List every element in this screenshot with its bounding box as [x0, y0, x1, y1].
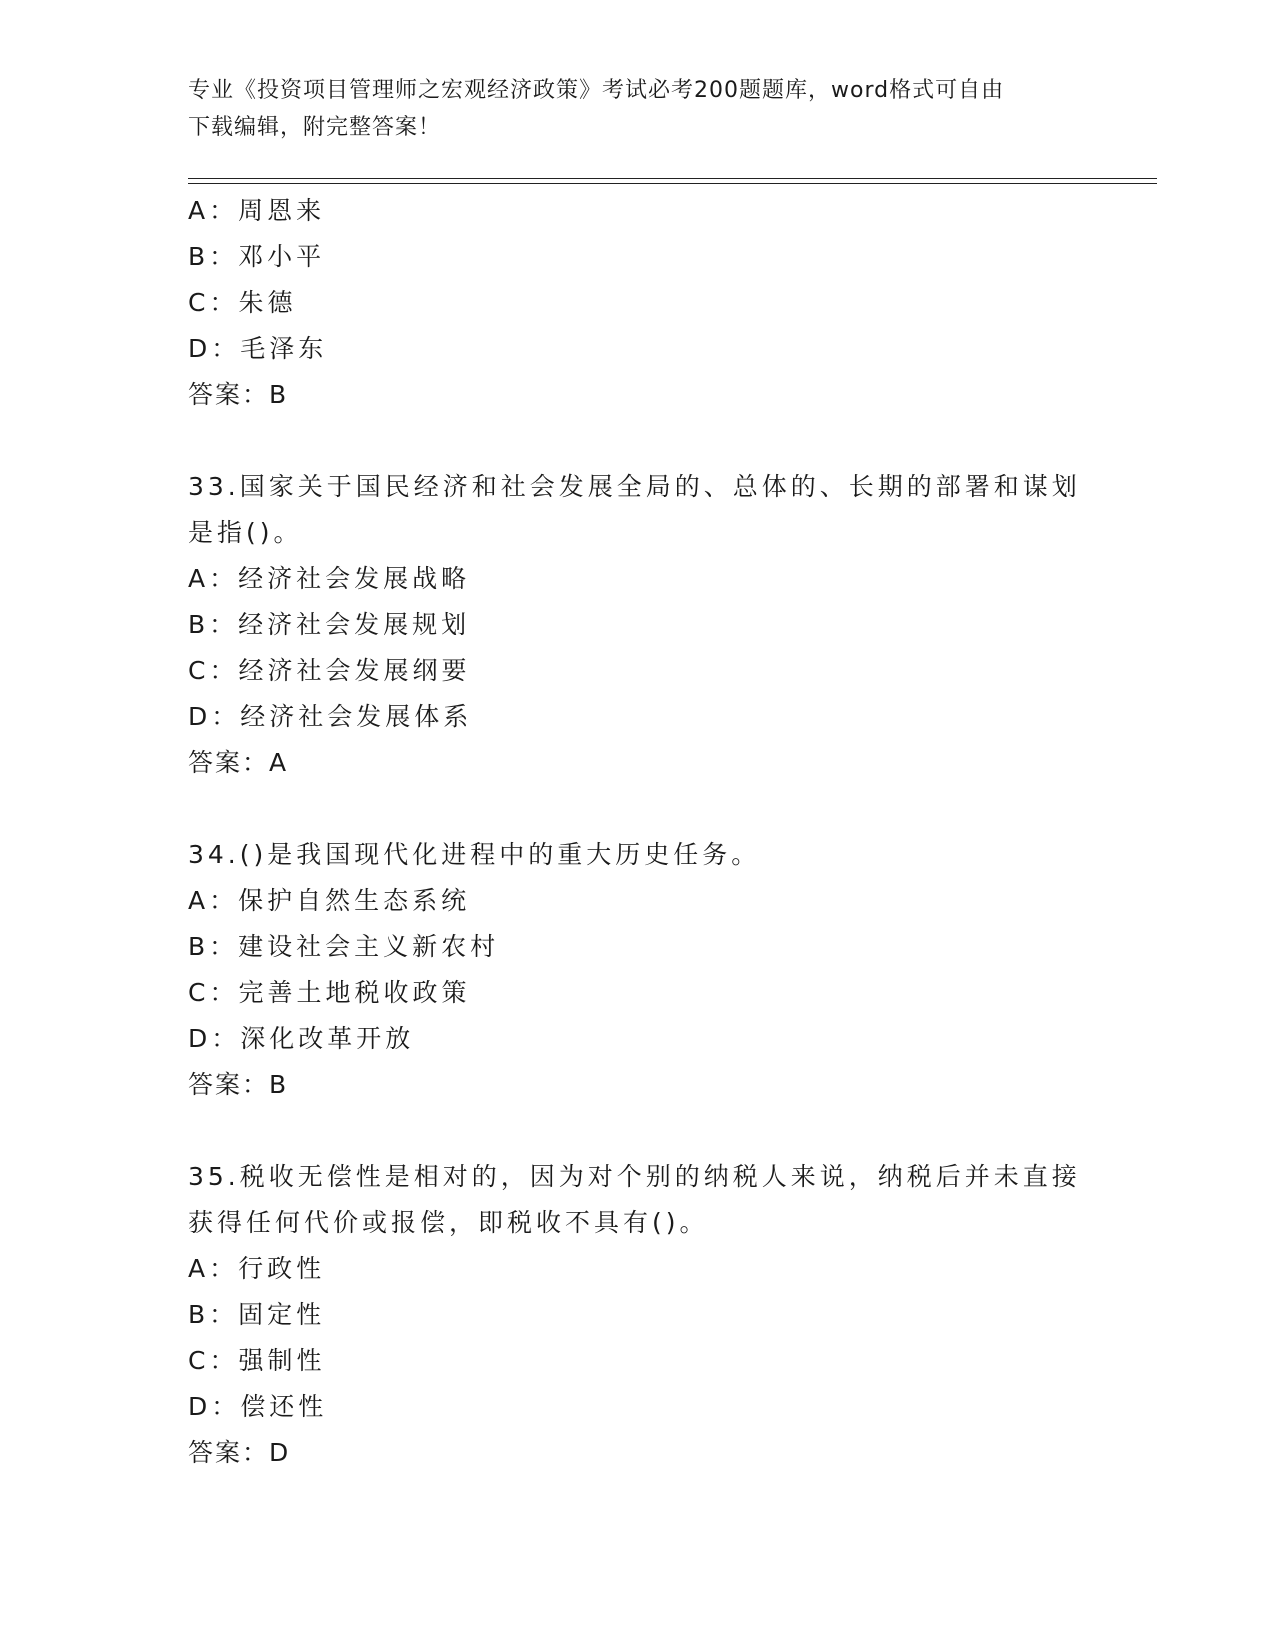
option-d: D：深化改革开放: [188, 1024, 415, 1053]
question-stem-line-1: 34.()是我国现代化进程中的重大历史任务。: [188, 840, 761, 869]
option-a: A：经济社会发展战略: [188, 564, 471, 593]
answer-line: [188, 1430, 1088, 1476]
answer-value: D: [269, 1438, 290, 1467]
option-b: B：建设社会主义新农村: [188, 932, 500, 961]
question-34: [188, 832, 1088, 1108]
answer-line: [188, 1062, 1088, 1108]
option-b: B：邓小平: [188, 242, 326, 271]
question-stem-line-1: 35.税收无偿性是相对的，因为对个别的纳税人来说，纳税后并未直接: [188, 1162, 1081, 1191]
option-d: D：毛泽东: [188, 334, 328, 363]
option-b: B：固定性: [188, 1300, 326, 1329]
option-a: A：周恩来: [188, 196, 326, 225]
answer-label: 答案：: [188, 380, 270, 409]
option-d: D：经济社会发展体系: [188, 702, 473, 731]
answer-label: 答案：: [188, 748, 270, 777]
option-a: A：保护自然生态系统: [188, 886, 471, 915]
document-header: [188, 72, 1088, 146]
option-c: C：朱德: [188, 288, 297, 317]
option-c: C：经济社会发展纲要: [188, 656, 471, 685]
header-divider-top: [188, 178, 1157, 179]
answer-label: 答案：: [188, 1070, 270, 1099]
question-list: [188, 188, 1088, 1476]
answer-value: B: [269, 1070, 288, 1099]
option-c: C：强制性: [188, 1346, 326, 1375]
answer-value: A: [269, 748, 288, 777]
answer-line: [188, 740, 1088, 786]
option-b: B：经济社会发展规划: [188, 610, 471, 639]
answer-value: B: [269, 380, 288, 409]
option-c: C：完善土地税收政策: [188, 978, 471, 1007]
question-stem-line-1: 33.国家关于国民经济和社会发展全局的、总体的、长期的部署和谋划: [188, 472, 1081, 501]
question-stem-line-2: 获得任何代价或报偿，即税收不具有()。: [188, 1208, 709, 1237]
option-d: D：偿还性: [188, 1392, 328, 1421]
header-line-1: 专业《投资项目管理师之宏观经济政策》考试必考200题题库，word格式可自由: [188, 78, 1005, 103]
header-line-2: 下载编辑，附完整答案！: [188, 115, 442, 140]
question-35: [188, 1154, 1088, 1476]
question-33: [188, 464, 1088, 786]
question-32-continuation: [188, 188, 1088, 418]
header-divider-bottom: [188, 183, 1157, 184]
question-stem-line-2: 是指()。: [188, 518, 303, 547]
option-a: A：行政性: [188, 1254, 326, 1283]
answer-line: [188, 372, 1088, 418]
answer-label: 答案：: [188, 1438, 270, 1467]
